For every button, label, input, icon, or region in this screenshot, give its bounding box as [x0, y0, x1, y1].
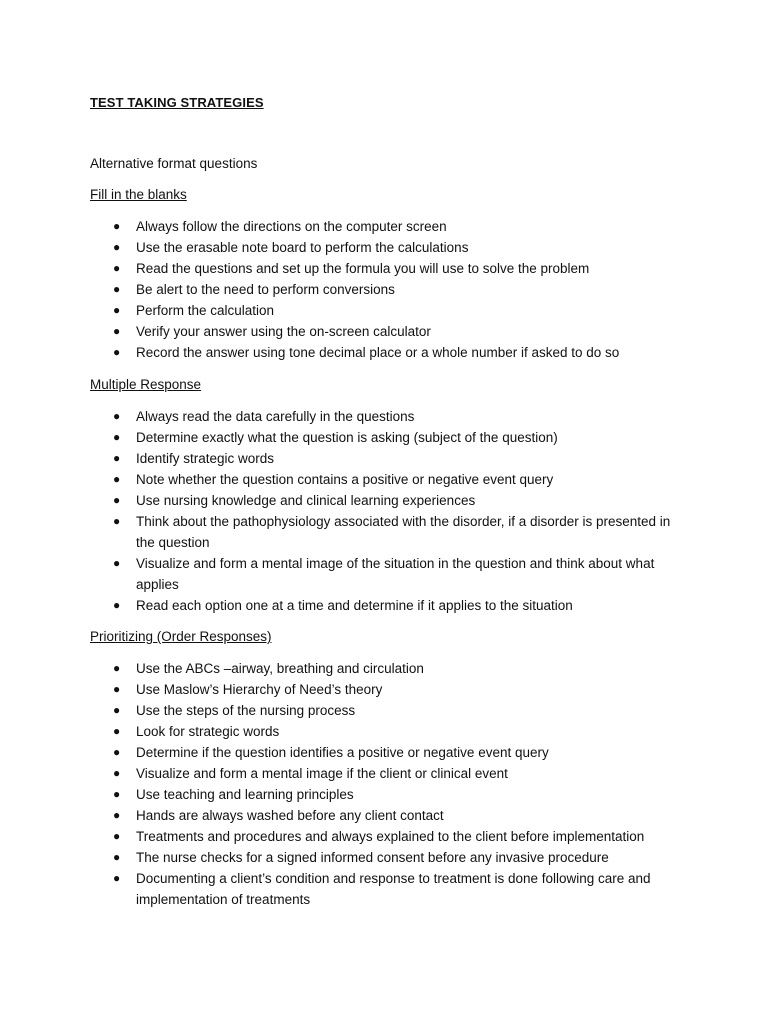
list-item: ● Visualize and form a mental image of the situation in the question and think about what applies [90, 553, 690, 595]
list-item: ● Use teaching and learning principles [90, 784, 690, 805]
bullet-icon: ● [113, 451, 121, 465]
bullet-icon: ● [113, 703, 121, 717]
list-item: ● Always read the data carefully in the questions [90, 406, 690, 427]
section-heading-prioritizing: Prioritizing (Order Responses) [90, 629, 272, 644]
bullet-icon: ● [113, 745, 121, 759]
bullet-icon: ● [113, 556, 121, 570]
bullet-icon: ● [113, 871, 121, 885]
list-item: ● Use the steps of the nursing process [90, 700, 690, 721]
bullet-icon: ● [113, 261, 121, 275]
list-item: ● Note whether the question contains a positive or negative event query [90, 469, 690, 490]
list-item: ● Read each option one at a time and determine if it applies to the situation [90, 595, 690, 616]
list-item: ● Documenting a client’s condition and response to treatment is done following care and implementation of treatments [90, 868, 690, 910]
bullet-icon: ● [113, 219, 121, 233]
list-item: ● Always follow the directions on the computer screen [90, 216, 690, 237]
list-item: ● The nurse checks for a signed informed consent before any invasive procedure [90, 847, 690, 868]
list-item: ● Treatments and procedures and always explained to the client before implementation [90, 826, 690, 847]
list-item: ● Use the erasable note board to perform the calculations [90, 237, 690, 258]
intro-heading: Alternative format questions [90, 156, 258, 171]
section-heading-fill-in-blanks: Fill in the blanks [90, 187, 187, 202]
fill-in-blanks-list [90, 216, 690, 363]
bullet-icon: ● [113, 829, 121, 843]
list-item: ● Use nursing knowledge and clinical learning experiences [90, 490, 690, 511]
bullet-icon: ● [113, 324, 121, 338]
list-item: ● Use the ABCs –airway, breathing and circulation [90, 658, 690, 679]
section-heading-multiple-response: Multiple Response [90, 377, 202, 392]
list-item: ● Perform the calculation [90, 300, 690, 321]
bullet-icon: ● [113, 682, 121, 696]
prioritizing-list [90, 658, 690, 910]
bullet-icon: ● [113, 282, 121, 296]
bullet-icon: ● [113, 303, 121, 317]
list-item: ● Read the questions and set up the formula you will use to solve the problem [90, 258, 690, 279]
bullet-icon: ● [113, 661, 121, 675]
list-item: ● Look for strategic words [90, 721, 690, 742]
list-item: ● Determine exactly what the question is asking (subject of the question) [90, 427, 690, 448]
list-item: ● Use Maslow’s Hierarchy of Need’s theory [90, 679, 690, 700]
bullet-icon: ● [113, 345, 121, 359]
bullet-icon: ● [113, 850, 121, 864]
bullet-icon: ● [113, 787, 121, 801]
list-item: ● Identify strategic words [90, 448, 690, 469]
list-item: ● Visualize and form a mental image if the client or clinical event [90, 763, 690, 784]
bullet-icon: ● [113, 514, 121, 528]
list-item: ● Record the answer using tone decimal place or a whole number if asked to do so [90, 342, 690, 363]
document-title: TEST TAKING STRATEGIES [90, 95, 264, 110]
bullet-icon: ● [113, 472, 121, 486]
list-item: ● Verify your answer using the on-screen calculator [90, 321, 690, 342]
list-item: ● Be alert to the need to perform conversions [90, 279, 690, 300]
bullet-icon: ● [113, 808, 121, 822]
bullet-icon: ● [113, 724, 121, 738]
list-item: ● Determine if the question identifies a positive or negative event query [90, 742, 690, 763]
bullet-icon: ● [113, 240, 121, 254]
bullet-icon: ● [113, 409, 121, 423]
bullet-icon: ● [113, 493, 121, 507]
bullet-icon: ● [113, 430, 121, 444]
bullet-icon: ● [113, 766, 121, 780]
list-item: ● Think about the pathophysiology associated with the disorder, if a disorder is presented in the question [90, 511, 690, 553]
list-item: ● Hands are always washed before any client contact [90, 805, 690, 826]
multiple-response-list [90, 406, 690, 616]
bullet-icon: ● [113, 598, 121, 612]
